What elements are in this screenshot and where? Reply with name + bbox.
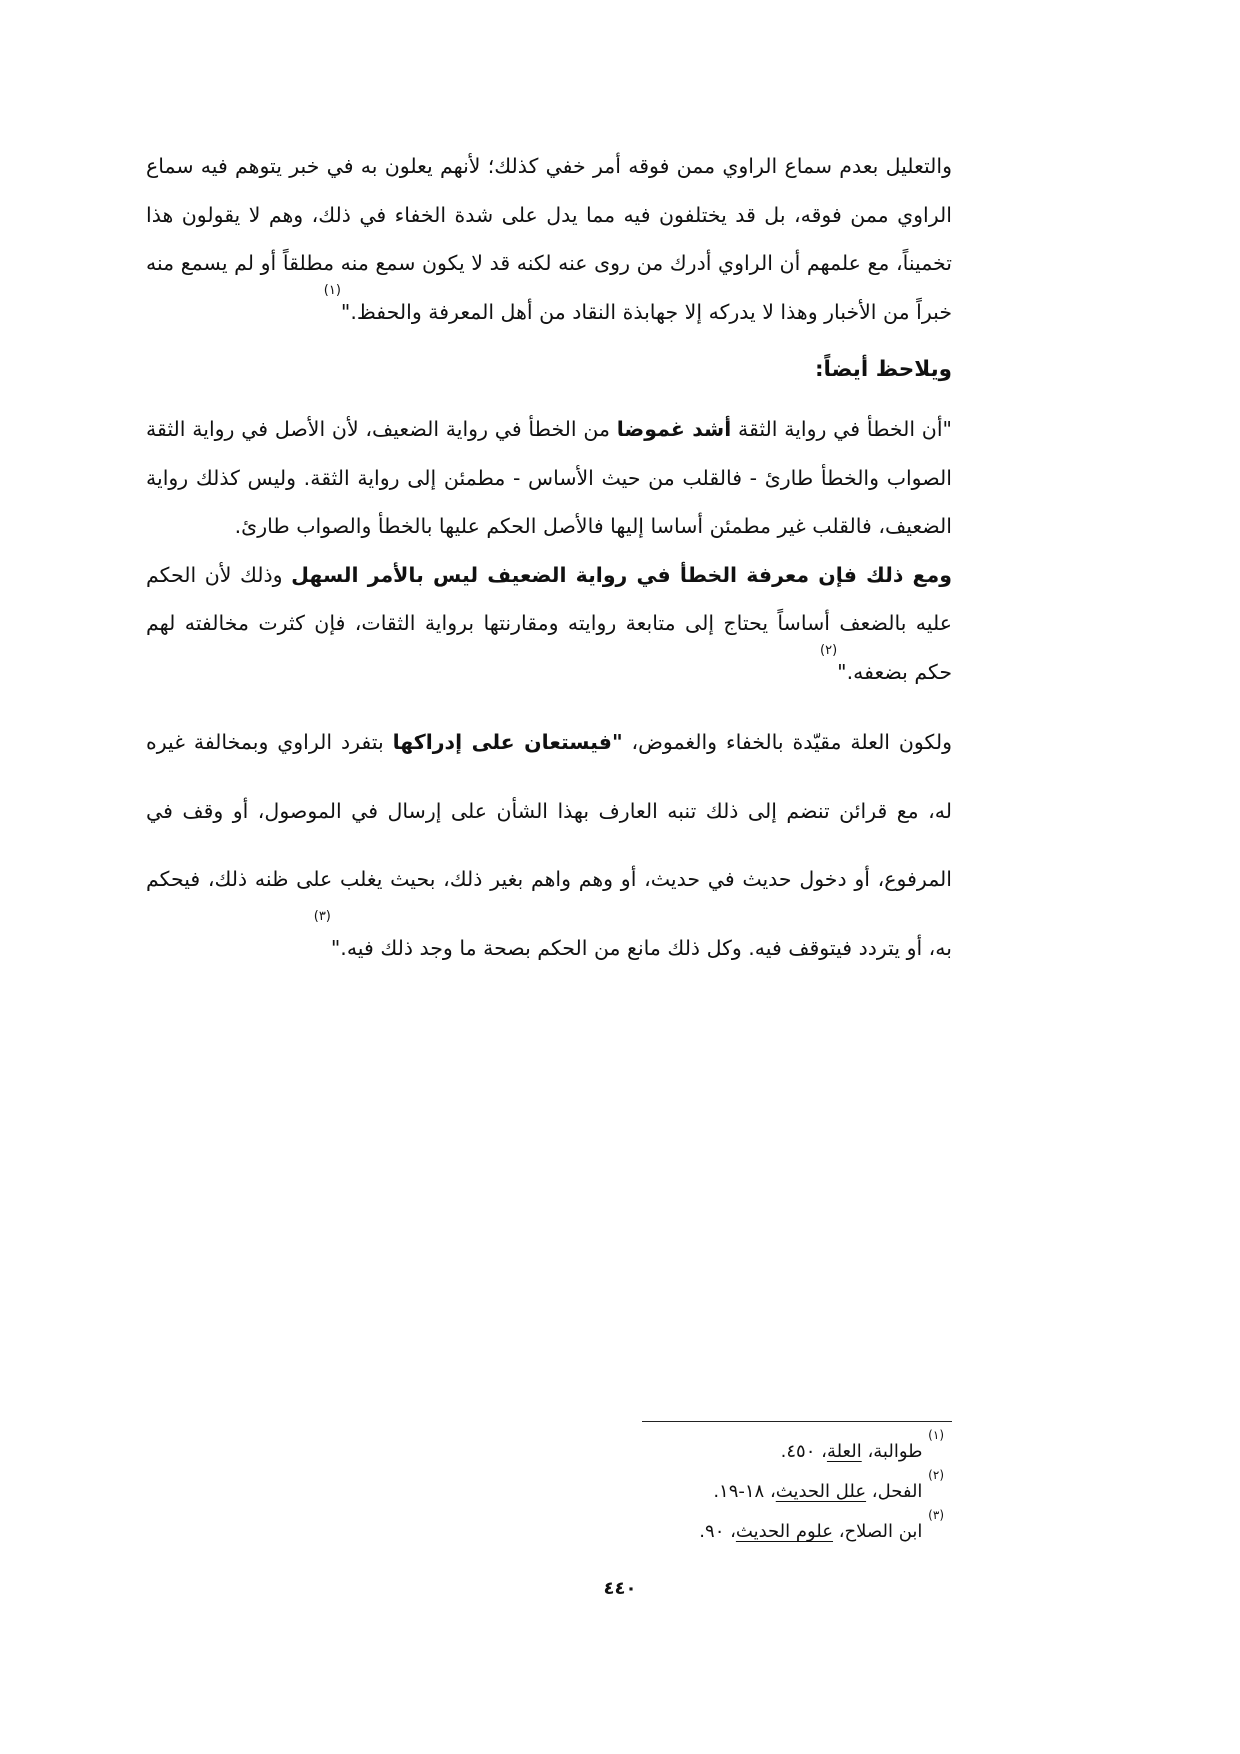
section-heading: ويلاحظ أيضاً: <box>814 357 952 382</box>
footnote-3 <box>146 1508 944 1552</box>
footnote-3-marker: (٣) <box>928 1508 944 1522</box>
footnote-3-title: علوم الحديث <box>735 1521 834 1542</box>
footnote-1-author: طوالبة، <box>861 1441 929 1462</box>
quote-2-emphasis: ومع ذلك فإن معرفة الخطأ في رواية الضعيف ليس بالأمر السهل <box>291 562 952 587</box>
footnote-2-title: علل الحديث <box>775 1481 867 1502</box>
footnote-ref-3[interactable]: (٣) <box>313 908 331 924</box>
quote-paragraph-1 <box>146 405 952 551</box>
footnote-2-marker: (٢) <box>928 1468 944 1482</box>
footnote-3-author: ابن الصلاح، <box>833 1521 929 1542</box>
footnote-2 <box>146 1468 944 1512</box>
footnote-2-pages: ، ١٨-١٩. <box>713 1481 776 1502</box>
paragraph-3-body: بتفرد الراوي وبمخالفة غيره له، مع قرائن تنضم إلى ذلك تنبه العارف بهذا الشأن على إرسال في الموصول، أو وقف في المرفوع، أو دخول حديث في حديث، أو وهم واهم بغير ذلك، بحيث يغلب على ظنه ذلك، فيحكم به، أو يتردد فيتوقف فيه. وكل ذلك مانع من الحكم بصحة ما وجد ذلك فيه." <box>146 730 952 960</box>
paragraph-1 <box>146 142 952 336</box>
paragraph-3-emphasis: "فيستعان على إدراكها <box>392 730 623 754</box>
footnote-divider <box>642 1421 952 1422</box>
page-number: ٤٤٠ <box>603 1578 637 1599</box>
footnote-ref-2[interactable]: (٢) <box>820 642 838 658</box>
footnote-3-pages: ، ٩٠. <box>699 1521 736 1542</box>
footnote-1-marker: (١) <box>928 1428 944 1442</box>
footnote-2-author: الفحل، <box>866 1481 929 1502</box>
paragraph-3-start: ولكون العلة مقيّدة بالخفاء والغموض، <box>622 730 952 754</box>
quote-paragraph-2 <box>146 551 952 697</box>
paragraph-3 <box>146 708 952 982</box>
footnotes <box>146 1428 944 1552</box>
paragraph-1-text: والتعليل بعدم سماع الراوي ممن فوقه أمر خفي كذلك؛ لأنهم يعلون به في خبر يتوهم فيه سماع الراوي ممن فوقه، بل قد يختلفون فيه مما يدل على شدة الخفاء في ذلك، وهم لا يقولون هذا تخميناً، مع علمهم أن الراوي أدرك من روى عنه لكنه قد لا يكون سمع منه مطلقاً أو لم يسمع منه خبراً من الأخبار وهذا لا يدركه إلا جهابذة النقاد من أهل المعرفة والحفظ." <box>146 154 952 324</box>
footnote-1-pages: ، ٤٥٠. <box>780 1441 827 1462</box>
page-body <box>146 142 952 982</box>
quote-1-emphasis: أشد غموضا <box>616 417 732 441</box>
footnote-1-title: العلة <box>826 1441 862 1462</box>
quote-2-body: وذلك لأن الحكم عليه بالضعف أساساً يحتاج إلى متابعة روايته ومقارنتها برواية الثقات، فإن كثرت مخالفته لهم حكم بضعفه." <box>146 562 952 684</box>
footnote-1 <box>146 1428 944 1472</box>
quote-1-body: من الخطأ في رواية الضعيف، لأن الأصل في رواية الثقة الصواب والخطأ طارئ - فالقلب من حيث الأساس - مطمئن إلى رواية الثقة. وليس كذلك رواية الضعيف، فالقلب غير مطمئن أساسا إليها فالأصل الحكم عليها بالخطأ والصواب طارئ. <box>146 417 952 538</box>
footnote-ref-1[interactable]: (١) <box>323 282 341 298</box>
quote-1-opening: "أن الخطأ في رواية الثقة <box>731 417 952 441</box>
